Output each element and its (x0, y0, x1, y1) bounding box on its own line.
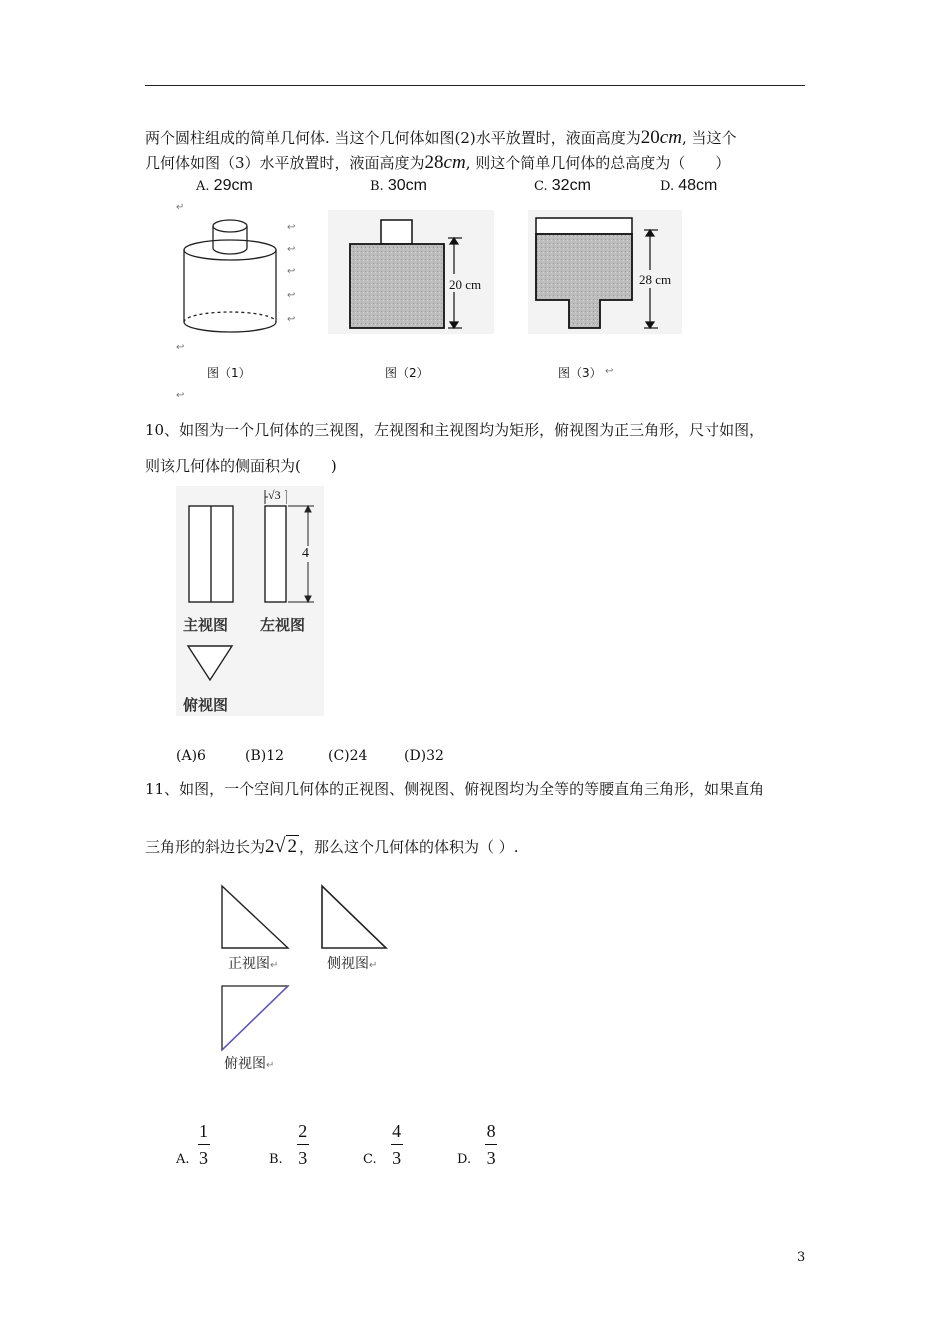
q9-option-d-letter: D. (660, 179, 675, 194)
paragraph-mark: ↵ (266, 1060, 275, 1071)
q10-width-label: √3 (268, 488, 281, 502)
paragraph-mark: ↩ (287, 314, 296, 325)
q11-line-2 (145, 836, 519, 857)
q9-figure-1-cylinders (178, 210, 282, 338)
fraction-denominator: 3 (298, 1148, 308, 1168)
q9-text-1a: 两个圆柱组成的简单几何体. 当这个几何体如图(2)水平放置时，液面高度为 (145, 129, 641, 147)
fraction-bar (297, 1144, 309, 1145)
q9-figure-1-caption: 图（1） (207, 366, 251, 380)
q10-three-view-figure (176, 486, 324, 716)
q11-side-view-text: 侧视图 (327, 956, 369, 972)
q11-hypotenuse-radicand: 2 (287, 836, 297, 857)
fraction-denominator: 3 (486, 1148, 496, 1168)
q10-height-label: 4 (302, 546, 309, 561)
q9-text-1b: , 当这个 (681, 129, 737, 147)
fraction-denominator: 3 (392, 1148, 402, 1168)
q9-option-b-value: 30cm (387, 177, 427, 194)
fraction-bar (485, 1144, 497, 1145)
q10-top-view-label: 俯视图 (183, 696, 229, 714)
q11-line-1: 11、如图，一个空间几何体的正视图、侧视图、俯视图均为全等的等腰直角三角形，如果直角 (145, 780, 765, 798)
sqrt-icon: √ (274, 835, 286, 857)
fraction-bar (391, 1144, 403, 1145)
q11-hypotenuse-coefficient: 2 (265, 836, 275, 857)
q9-figure-2-caption: 图（2） (385, 366, 429, 380)
q9-option-b-letter: B. (370, 179, 384, 194)
q11-option-a-fraction (198, 1120, 210, 1169)
q9-figure-2-upright (328, 210, 494, 334)
q9-figure-3-height-label: 28 cm (639, 272, 672, 287)
q11-option-c-fraction (391, 1120, 403, 1169)
q11-option-d (457, 1120, 497, 1169)
q11-top-view-text: 俯视图 (224, 1056, 266, 1072)
q11-option-b-letter: B. (269, 1152, 283, 1167)
q11-text-2b: ，那么这个几何体的体积为（ ）. (299, 838, 519, 856)
q11-front-view-text: 正视图 (228, 956, 270, 972)
fraction-numerator: 8 (486, 1121, 496, 1141)
q9-figure-2-height-label: 20 cm (449, 277, 482, 292)
paragraph-mark: ↩ (287, 290, 296, 301)
q9-text-2b: , 则这个简单几何体的总高度为（ ） (465, 154, 731, 172)
paragraph-mark: ↵ (176, 202, 185, 213)
q9-option-d (660, 177, 717, 195)
q11-text-2a: 三角形的斜边长为 (145, 838, 266, 856)
q11-option-d-fraction (485, 1120, 497, 1169)
q11-top-view-label (224, 1053, 274, 1073)
paragraph-mark: ↵ (270, 960, 279, 971)
q11-option-c (363, 1120, 403, 1169)
paragraph-mark: ↩ (176, 390, 185, 401)
q9-figure-3-caption: 图（3） (558, 366, 602, 380)
q11-option-b-fraction (297, 1120, 309, 1169)
q11-front-view-label (228, 953, 278, 973)
paragraph-mark: ↩ (287, 222, 296, 233)
q9-line-2 (145, 153, 730, 173)
q9-option-a (196, 177, 253, 195)
fraction-numerator: 4 (392, 1121, 402, 1141)
fraction-bar (198, 1144, 210, 1145)
q9-text-2a: 几何体如图（3）水平放置时，液面高度为 (145, 154, 425, 172)
fraction-numerator: 1 (199, 1121, 209, 1141)
q9-option-c (534, 177, 591, 195)
q10-option-d: (D)32 (404, 748, 444, 764)
q9-line-1 (145, 128, 737, 148)
q11-option-a-letter: A. (176, 1152, 190, 1167)
paragraph-mark: ↩ (176, 342, 185, 353)
q9-height-1-number: 20 (640, 127, 660, 148)
page-number: 3 (797, 1250, 806, 1265)
q11-option-b (269, 1120, 309, 1169)
q9-option-d-value: 48cm (678, 177, 718, 194)
q9-option-a-value: 29cm (213, 177, 253, 194)
q10-option-a: (A)6 (176, 748, 206, 764)
header-rule (145, 85, 805, 86)
fraction-numerator: 2 (298, 1121, 308, 1141)
q9-height-2-number: 28 (424, 152, 444, 173)
q11-option-a (176, 1120, 210, 1169)
paragraph-mark: ↩ (287, 266, 296, 277)
q11-side-view-label (327, 953, 377, 973)
q9-option-a-letter: A. (196, 179, 210, 194)
q9-height-2-unit: cm (443, 152, 466, 173)
q9-option-c-letter: C. (534, 179, 548, 194)
paragraph-mark: ↩ (287, 244, 296, 255)
q9-height-1-unit: cm (659, 127, 682, 148)
q10-option-b: (B)12 (245, 748, 285, 764)
q10-option-c: (C)24 (328, 748, 368, 764)
q10-line-2: 则该几何体的侧面积为( ) (145, 457, 337, 475)
q9-option-b (370, 177, 427, 195)
q11-option-c-letter: C. (363, 1152, 377, 1167)
q11-option-d-letter: D. (457, 1152, 472, 1167)
fraction-denominator: 3 (199, 1148, 209, 1168)
paragraph-mark: ↩ (605, 366, 614, 377)
q10-line-1: 10、如图为一个几何体的三视图，左视图和主视图均为矩形，俯视图为正三角形，尺寸如图， (145, 421, 765, 439)
paragraph-mark: ↵ (369, 960, 378, 971)
q10-left-view-label: 左视图 (260, 616, 306, 634)
q9-option-c-value: 32cm (551, 177, 591, 194)
q10-front-view-label: 主视图 (183, 616, 229, 634)
